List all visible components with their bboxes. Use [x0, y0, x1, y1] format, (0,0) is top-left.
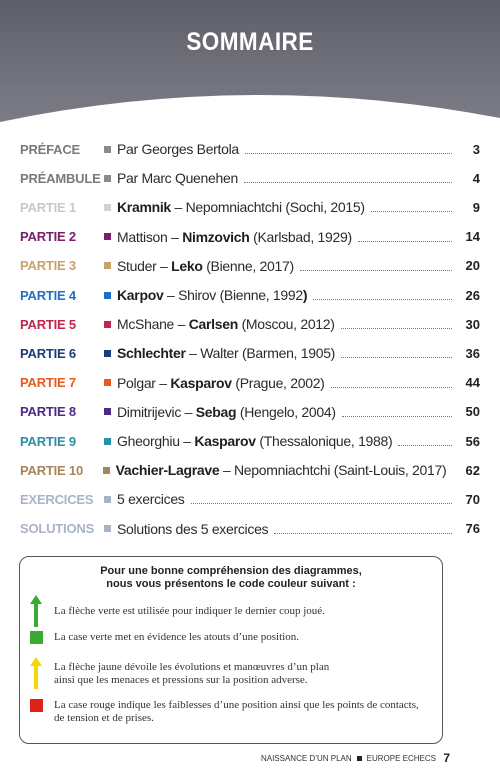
toc-page-number: 4 [472, 170, 480, 186]
toc-entry[interactable] [20, 194, 480, 220]
toc-page-number: 76 [465, 521, 480, 537]
toc-entry-bold-name: Vachier-Lagrave [115, 462, 220, 479]
toc-square-icon [104, 525, 111, 532]
toc-page-number: 26 [465, 287, 480, 303]
legend-title [20, 565, 442, 591]
toc-entry-title [117, 491, 185, 507]
toc-entry[interactable] [20, 224, 480, 250]
toc-entry-text: (Bienne, 2017) [202, 257, 294, 274]
toc-square-icon [104, 292, 111, 299]
toc-page-number: 50 [465, 404, 480, 420]
toc-dot-leader [274, 532, 452, 534]
toc-entry[interactable] [20, 399, 480, 425]
toc-entry-title [117, 375, 325, 391]
toc-entry[interactable] [20, 340, 480, 366]
footer-square-icon [357, 756, 362, 761]
toc-entry[interactable] [20, 165, 480, 191]
red-square-icon [28, 699, 44, 712]
toc-square-icon [104, 438, 111, 445]
toc-entry-label: SOLUTIONS [20, 521, 95, 537]
toc-dot-leader [313, 298, 452, 300]
toc-square-icon [104, 233, 111, 240]
green-arrow-icon [28, 595, 44, 627]
toc-entry[interactable] [20, 253, 480, 279]
toc-entry-label: PARTIE 8 [20, 404, 76, 420]
toc-entry-label: EXERCICES [20, 491, 94, 507]
toc-page-number: 56 [465, 433, 480, 449]
footer-publisher: EUROPE ECHECS [366, 754, 436, 763]
color-code-legend [19, 556, 443, 744]
toc-page-number: 44 [465, 375, 480, 391]
toc-entry-text: – Shirov (Bienne, 1992 [163, 287, 303, 303]
toc-dot-leader [358, 240, 452, 242]
footer-book-title: NAISSANCE D’UN PLAN [260, 754, 352, 763]
legend-item-green-arrow [28, 595, 438, 627]
toc-entry-label: PARTIE 7 [20, 375, 76, 391]
toc-page-number: 70 [465, 491, 480, 507]
toc-entry-text: Polgar – [117, 374, 171, 391]
toc-entry-bold-name: Sebag [195, 403, 237, 420]
toc-entry-text: – Nepomniachtchi (Saint-Louis, 2017) [219, 462, 447, 479]
footer-running-title [261, 754, 436, 763]
toc-square-icon [104, 496, 111, 503]
toc-entry-text: – Walter (Barmen, 1905) [185, 345, 336, 362]
legend-text-red-line2: de tension et de prises. [54, 712, 154, 724]
toc-dot-leader [245, 152, 452, 154]
toc-entry-text: Mattison – [117, 228, 183, 245]
legend-text-green-arrow: La flèche verte est utilisée pour indiquer le dernier coup joué. [54, 605, 325, 617]
toc-entry-label: PARTIE 6 [20, 345, 76, 361]
yellow-arrow-icon [28, 657, 44, 689]
toc-entry-bold-name: Carlsen [188, 316, 238, 333]
toc-page-number: 62 [465, 462, 480, 478]
toc-entry-label: PARTIE 1 [20, 199, 76, 215]
toc-dot-leader [341, 356, 452, 358]
toc-entry-label: PARTIE 3 [20, 258, 76, 274]
toc-dot-leader [191, 502, 452, 504]
toc-entry[interactable] [20, 311, 480, 337]
page-footer [0, 750, 500, 770]
toc-entry-title [117, 170, 238, 186]
toc-entry[interactable] [20, 486, 480, 512]
page-number: 7 [443, 751, 450, 765]
toc-entry-title [117, 433, 392, 449]
toc-entry-title [117, 316, 335, 332]
toc-entry[interactable] [20, 136, 480, 162]
toc-entry-text: Par Georges Bertola [117, 141, 239, 157]
green-square-icon [28, 631, 44, 644]
toc-entry-text: (Hengelo, 2004) [236, 403, 336, 420]
toc-entry-title [117, 404, 336, 420]
toc-entry-text: 5 exercices [117, 491, 185, 508]
toc-page-number: 36 [465, 345, 480, 361]
toc-entry-label: PARTIE 10 [20, 462, 83, 478]
toc-page-number: 20 [465, 258, 480, 274]
page-title: SOMMAIRE [186, 28, 314, 56]
toc-entry[interactable] [20, 457, 480, 483]
legend-text-red-line1: La case rouge indique les faiblesses d’une position ainsi que les points de contacts, [54, 699, 419, 711]
toc-entry-label: PRÉFACE [20, 141, 81, 157]
toc-entry[interactable] [20, 428, 480, 454]
toc-entry-bold-name: Leko [171, 257, 203, 274]
toc-dot-leader [342, 415, 452, 417]
toc-page-number: 30 [465, 316, 480, 332]
toc-square-icon [104, 204, 111, 211]
toc-dot-leader [244, 181, 452, 183]
toc-entry-title [117, 199, 365, 215]
toc-entry-text: (Moscou, 2012) [237, 316, 335, 333]
toc-entry-bold-name: Kasparov [170, 374, 232, 391]
legend-text-red-square [54, 699, 419, 725]
toc-entry-label: PARTIE 9 [20, 433, 76, 449]
toc-entry-title [117, 141, 239, 157]
toc-entry-text: Gheorghiu – [117, 433, 195, 449]
toc-entry-title [116, 462, 447, 478]
legend-text-green-square: La case verte met en évidence les atouts d’une position. [54, 631, 299, 643]
toc-page-number: 3 [472, 141, 480, 157]
legend-title-line1: Pour une bonne compréhension des diagrammes, [100, 565, 362, 577]
toc-entry-text: (Karlsbad, 1929) [249, 228, 352, 245]
toc-square-icon [104, 379, 111, 386]
toc-entry[interactable] [20, 516, 480, 542]
toc-entry-title [117, 258, 294, 274]
toc-square-icon [104, 350, 111, 357]
toc-entry-title [117, 287, 307, 303]
toc-entry-bold-name: Kramnik [117, 199, 171, 216]
legend-item-green-square [28, 631, 438, 644]
toc-entry-title [117, 229, 352, 245]
toc-entry-text: Studer – [117, 257, 172, 274]
legend-item-red-square [28, 699, 438, 725]
legend-title-line2: nous vous présentons le code couleur suivant : [106, 578, 356, 590]
toc-entry-text: Solutions des 5 exercices [117, 520, 269, 537]
toc-entry-label: PARTIE 4 [20, 287, 76, 303]
toc-entry-title [117, 345, 335, 361]
toc-dot-leader [300, 269, 452, 271]
toc-entry-text: McShane – [117, 316, 189, 333]
toc-entry-text: Par Marc Quenehen [117, 170, 238, 187]
toc-entry-bold-name: Nimzovich [182, 228, 250, 245]
toc-entry[interactable] [20, 370, 480, 396]
toc-square-icon [103, 467, 110, 474]
toc-dot-leader [341, 327, 452, 329]
toc-entry-bold-name: Kasparov [194, 433, 256, 449]
toc-page-number: 14 [465, 229, 480, 245]
legend-text-yellow-line1: La flèche jaune dévoile les évolutions et manœuvres d’un plan [54, 661, 330, 673]
toc-entry-bold-name: ) [302, 287, 308, 303]
toc-entry-title [117, 521, 268, 537]
toc-entry-label: PARTIE 2 [20, 229, 76, 245]
toc-entry-bold-name: Karpov [117, 287, 164, 303]
toc-entry-text: (Thessalonique, 1988) [255, 433, 393, 449]
toc-entry-text: Dimitrijevic – [117, 403, 196, 420]
toc-square-icon [104, 146, 111, 153]
toc-square-icon [104, 262, 111, 269]
toc-entry-label: PARTIE 5 [20, 316, 76, 332]
toc-entry[interactable] [20, 282, 480, 308]
toc-dot-leader [371, 210, 452, 212]
toc-square-icon [104, 321, 111, 328]
toc-square-icon [104, 408, 111, 415]
toc-entry-label: PRÉAMBULE [20, 170, 101, 186]
toc-entry-text: (Prague, 2002) [231, 374, 325, 391]
toc-square-icon [104, 175, 111, 182]
toc-page-number: 9 [472, 199, 480, 215]
toc-entry-bold-name: Schlechter [117, 345, 186, 362]
toc-entry-text: – Nepomniachtchi (Sochi, 2015) [170, 199, 365, 216]
legend-item-yellow-arrow [28, 657, 438, 689]
toc-dot-leader [331, 386, 452, 388]
legend-text-yellow-line2: ainsi que les menaces et pressions sur la position adverse. [54, 674, 308, 686]
legend-text-yellow-arrow [54, 661, 329, 687]
toc-dot-leader [398, 444, 452, 446]
